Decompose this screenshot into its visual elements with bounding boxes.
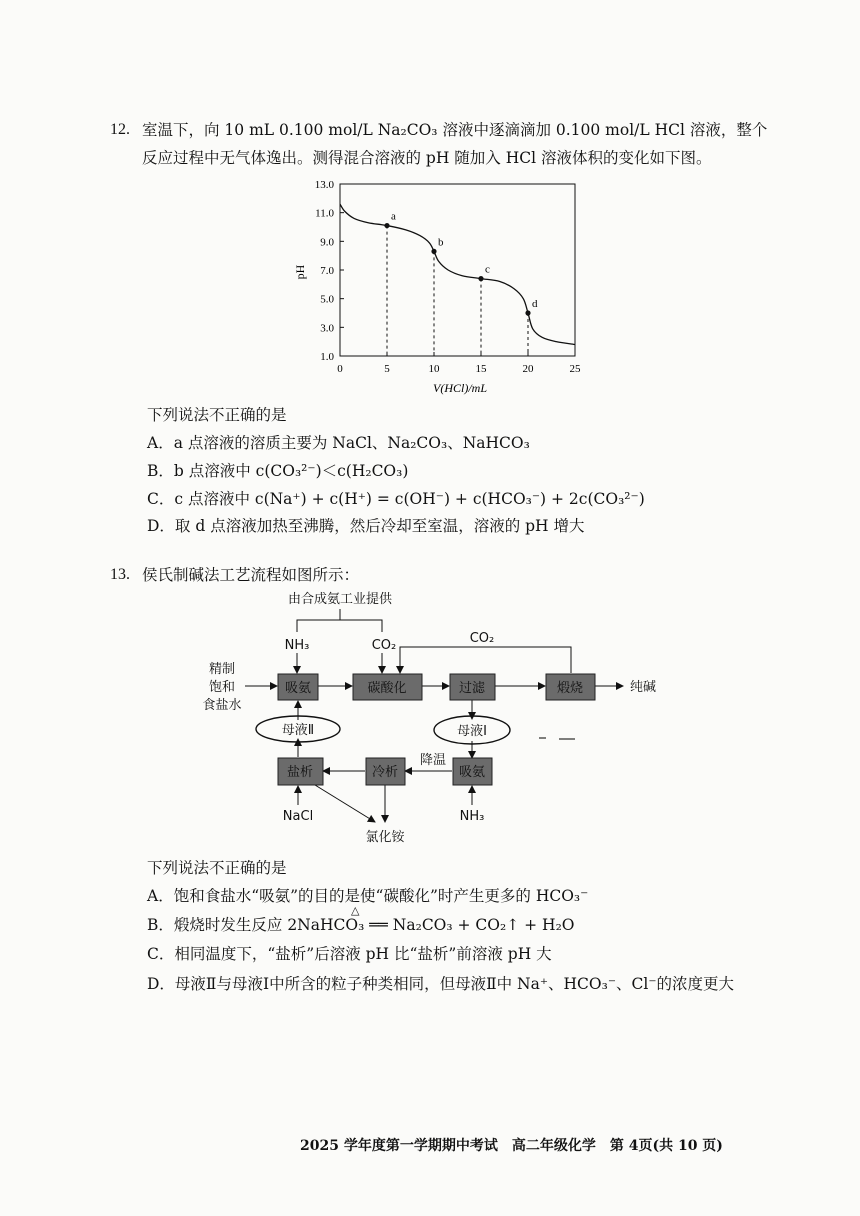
q12-stem-line2: 反应过程中无气体逸出。测得混合溶液的 pH 随加入 HCl 溶液体积的变化如下图。 xyxy=(142,149,712,167)
chart-points xyxy=(384,211,538,316)
q12-option-d: D．取 d 点溶液加热至沸腾，然后冷却至室温，溶液的 pH 增大 xyxy=(147,517,585,535)
q13-option-b: B．煅烧时发生反应 2NaHCO₃ ══ Na₂CO₃ + CO₂↑ + H₂O xyxy=(147,916,575,934)
ph-curve xyxy=(340,204,575,344)
flow-co2-top: CO₂ xyxy=(371,638,397,653)
page-footer: 2025 学年度第一学期期中考试 高二年级化学 第 4页(共 10 页) xyxy=(300,1138,723,1154)
point-a xyxy=(384,223,389,228)
x-tick-label: 5 xyxy=(384,363,390,375)
q12-option-c: C．c 点溶液中 c(Na⁺) + c(H⁺) = c(OH⁻) + c(HCO₃⁻) + 2c(CO₃²⁻) xyxy=(147,490,645,508)
box-absorb-ammonia-2-label: 吸氨 xyxy=(458,765,486,780)
y-tick-label: 1.0 xyxy=(320,351,334,363)
chart-ylabel: pH xyxy=(293,264,307,280)
y-tick-label: 3.0 xyxy=(320,322,334,335)
flow-co2-recycle: CO₂ xyxy=(469,631,495,646)
box-absorb-ammonia-1-label: 吸氨 xyxy=(284,681,312,696)
hou-process-flow-diagram xyxy=(190,585,690,855)
box-cooling-crystallization-label: 冷析 xyxy=(371,765,399,780)
box-calcination-label: 煅烧 xyxy=(556,681,584,696)
q12-option-a: A．a 点溶液的溶质主要为 NaCl、Na₂CO₃、NaHCO₃ xyxy=(147,434,530,452)
flow-feed-line2: 饱和 xyxy=(208,680,236,695)
flow-nacl-in: NaCl xyxy=(282,809,314,824)
q13-number: 13. xyxy=(110,566,130,583)
q13-option-c: C．相同温度下，“盐析”后溶液 pH 比“盐析”前溶液 pH 大 xyxy=(147,945,552,963)
q13-stem: 侯氏制碱法工艺流程如图所示： xyxy=(142,566,360,584)
flow-byproduct: 氯化铵 xyxy=(365,830,405,845)
point-c-label: c xyxy=(485,263,490,276)
box-salting-out-label: 盐析 xyxy=(286,765,314,780)
x-tick-label: 10 xyxy=(428,363,440,375)
x-tick-label: 25 xyxy=(569,363,581,375)
point-b-label: b xyxy=(438,236,444,249)
point-d xyxy=(525,310,530,315)
point-b xyxy=(431,249,436,254)
flow-source-label: 由合成氨工业提供 xyxy=(287,592,393,607)
flow-cooling-label: 降温 xyxy=(419,753,447,768)
box-filtration-label: 过滤 xyxy=(458,681,486,696)
flow-nh3-bottom: NH₃ xyxy=(459,809,485,824)
q13-option-a: A．饱和食盐水“吸氨”的目的是使“碳酸化”时产生更多的 HCO₃⁻ xyxy=(147,887,589,905)
flow-feed-line1: 精制 xyxy=(208,662,236,677)
box-carbonation-label: 碳酸化 xyxy=(367,681,407,696)
y-tick-label: 9.0 xyxy=(320,236,334,249)
q12-number: 12. xyxy=(110,121,130,138)
x-tick-label: 0 xyxy=(337,363,343,375)
y-tick-label: 13.0 xyxy=(314,179,334,191)
reaction-condition-triangle: △ xyxy=(351,904,360,917)
ph-titration-chart xyxy=(290,172,600,402)
x-tick-label: 20 xyxy=(522,363,534,375)
chart-tick-labels xyxy=(315,179,581,375)
x-tick-label: 15 xyxy=(475,363,487,375)
chart-axes xyxy=(340,184,575,356)
y-tick-label: 11.0 xyxy=(315,207,334,220)
point-c xyxy=(478,276,483,281)
q12-prompt: 下列说法不正确的是 xyxy=(147,406,287,424)
y-tick-label: 5.0 xyxy=(320,293,334,306)
point-d-label: d xyxy=(532,298,538,310)
flow-mother1: 母液Ⅰ xyxy=(457,724,487,739)
pen-marks xyxy=(539,738,575,739)
point-a-label: a xyxy=(391,210,396,223)
flow-mother2: 母液Ⅱ xyxy=(281,723,315,738)
flow-feed-line3: 食盐水 xyxy=(202,698,242,713)
flow-product: 纯碱 xyxy=(630,680,657,695)
flow-nh3-top: NH₃ xyxy=(284,638,310,653)
q12-option-b: B．b 点溶液中 c(CO₃²⁻)＜c(H₂CO₃) xyxy=(147,462,409,480)
y-tick-label: 7.0 xyxy=(320,265,334,277)
q12-stem-line1: 室温下，向 10 mL 0.100 mol/L Na₂CO₃ 溶液中逐滴滴加 0.100 mol/L HCl 溶液，整个 xyxy=(142,121,768,139)
q13-option-d: D．母液Ⅱ与母液Ⅰ中所含的粒子种类相同，但母液Ⅱ中 Na⁺、HCO₃⁻、Cl⁻的浓度更大 xyxy=(147,975,735,993)
q13-prompt: 下列说法不正确的是 xyxy=(147,859,287,877)
chart-frame xyxy=(340,184,575,356)
chart-guide-lines xyxy=(387,226,528,356)
chart-xlabel: V(HCl)/mL xyxy=(433,381,487,395)
